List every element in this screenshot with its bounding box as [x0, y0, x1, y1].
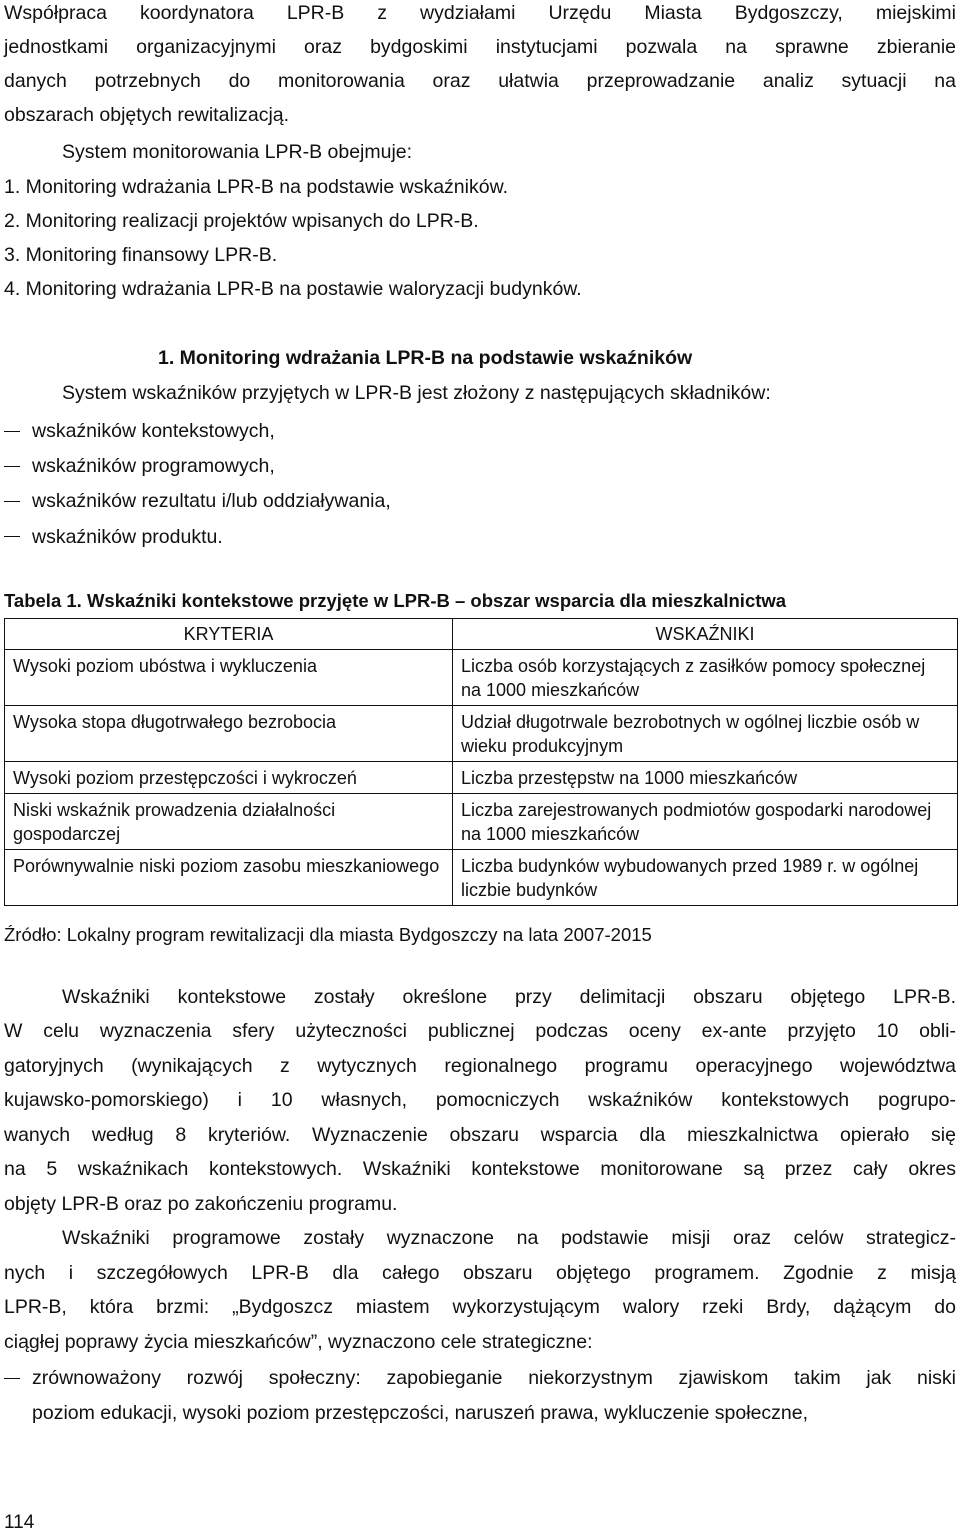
table-row — [5, 762, 958, 794]
paragraph-line: kujawsko-pomorskiego) i 10 własnych, pomocniczych wskaźników kontekstowych pogrupo- — [4, 1089, 956, 1111]
criteria-cell: Wysoka stopa długotrwałego bezrobocia — [5, 706, 453, 762]
table-source: Źródło: Lokalny program rewitalizacji dla miasta Bydgoszczy na lata 2007-2015 — [4, 924, 652, 945]
criteria-cell: Porównywalnie niski poziom zasobu mieszkaniowego — [5, 850, 453, 906]
section-heading: 1. Monitoring wdrażania LPR-B na podstawie wskaźników — [158, 347, 693, 369]
intro-line: jednostkami organizacyjnymi oraz bydgoskimi instytucjami pozwala na sprawne zbieranie — [4, 36, 956, 58]
paragraph-line: ciągłej poprawy życia mieszkańców”, wyznaczono cele strategiczne: — [4, 1331, 593, 1353]
paragraph-line: Wskaźniki kontekstowe zostały określone przy delimitacji obszaru objętego LPR-B. — [62, 986, 956, 1008]
dash-bullet — [4, 466, 20, 467]
paragraph-line: na 5 wskaźnikach kontekstowych. Wskaźniki kontekstowe monitorowane są przez cały okres — [4, 1158, 956, 1180]
paragraph-line: nych i szczegółowych LPR-B dla całego obszaru objętego programem. Zgodnie z misją — [4, 1262, 956, 1284]
dash-bullet — [4, 1378, 20, 1379]
criteria-cell: Niski wskaźnik prowadzenia działalności gospodarczej — [5, 794, 453, 850]
numbered-item: 3. Monitoring finansowy LPR-B. — [4, 244, 278, 266]
component-item: wskaźników kontekstowych, — [32, 420, 275, 442]
dash-bullet — [4, 536, 20, 537]
table-row — [5, 794, 958, 850]
paragraph-line: Wskaźniki programowe zostały wyznaczone na podstawie misji oraz celów strategicz- — [62, 1227, 956, 1249]
intro-line: Współpraca koordynatora LPR-B z wydziałami Urzędu Miasta Bydgoszczy, miejskimi — [4, 2, 956, 24]
indicator-cell: Udział długotrwale bezrobotnych w ogólnej liczbie osób w wieku produkcyjnym — [453, 706, 958, 762]
bullet-line: zrównoważony rozwój społeczny: zapobieganie niekorzystnym zjawiskom takim jak niski — [32, 1367, 956, 1389]
intro-line: danych potrzebnych do monitorowania oraz ułatwia przeprowadzanie analiz sytuacji na — [4, 70, 956, 92]
criteria-cell: Wysoki poziom przestępczości i wykroczeń — [5, 762, 453, 794]
section-intro: System wskaźników przyjętych w LPR-B jest złożony z następujących składników: — [62, 382, 771, 404]
numbered-item: 2. Monitoring realizacji projektów wpisanych do LPR-B. — [4, 210, 479, 232]
table-row — [5, 706, 958, 762]
header-criteria: KRYTERIA — [5, 619, 453, 650]
indicator-cell: Liczba budynków wybudowanych przed 1989 r. w ogólnej liczbie budynków — [453, 850, 958, 906]
numbered-item: 1. Monitoring wdrażania LPR-B na podstawie wskaźników. — [4, 176, 509, 198]
paragraph-line: LPR-B, która brzmi: „Bydgoszcz miastem wykorzystującym walory rzeki Brdy, dążącym do — [4, 1296, 956, 1318]
table-header-row — [5, 619, 958, 650]
component-item: wskaźników rezultatu i/lub oddziaływania, — [32, 490, 391, 512]
component-item: wskaźników produktu. — [32, 526, 223, 548]
table-caption: Tabela 1. Wskaźniki kontekstowe przyjęte w LPR-B – obszar wsparcia dla mieszkalnictwa — [4, 590, 787, 611]
header-indicators: WSKAŹNIKI — [453, 619, 958, 650]
table-row — [5, 650, 958, 706]
dash-bullet — [4, 431, 20, 432]
criteria-table — [4, 618, 958, 906]
bullet-line: poziom edukacji, wysoki poziom przestępczości, naruszeń prawa, wykluczenie społeczne, — [32, 1402, 809, 1424]
table-row — [5, 850, 958, 906]
paragraph-line: wanych według 8 kryteriów. Wyznaczenie obszaru wsparcia dla mieszkalnictwa opierało się — [4, 1124, 956, 1146]
paragraph-line: gatoryjnych (wynikających z wytycznych regionalnego programu operacyjnego województwa — [4, 1055, 956, 1077]
numbered-item: 4. Monitoring wdrażania LPR-B na postawie waloryzacji budynków. — [4, 278, 582, 300]
intro-line: obszarach objętych rewitalizacją. — [4, 104, 290, 126]
component-item: wskaźników programowych, — [32, 455, 275, 477]
page-number: 114 — [4, 1512, 35, 1533]
dash-bullet — [4, 501, 20, 502]
indicator-cell: Liczba przestępstw na 1000 mieszkańców — [453, 762, 958, 794]
indicator-cell: Liczba zarejestrowanych podmiotów gospodarki narodowej na 1000 mieszkańców — [453, 794, 958, 850]
paragraph-line: objęty LPR-B oraz po zakończeniu programu. — [4, 1193, 398, 1215]
system-heading: System monitorowania LPR-B obejmuje: — [62, 141, 413, 163]
paragraph-line: W celu wyznaczenia sfery użyteczności publicznej podczas oceny ex-ante przyjęto 10 obli- — [4, 1020, 956, 1042]
criteria-cell: Wysoki poziom ubóstwa i wykluczenia — [5, 650, 453, 706]
indicator-cell: Liczba osób korzystających z zasiłków pomocy społecznej na 1000 mieszkańców — [453, 650, 958, 706]
